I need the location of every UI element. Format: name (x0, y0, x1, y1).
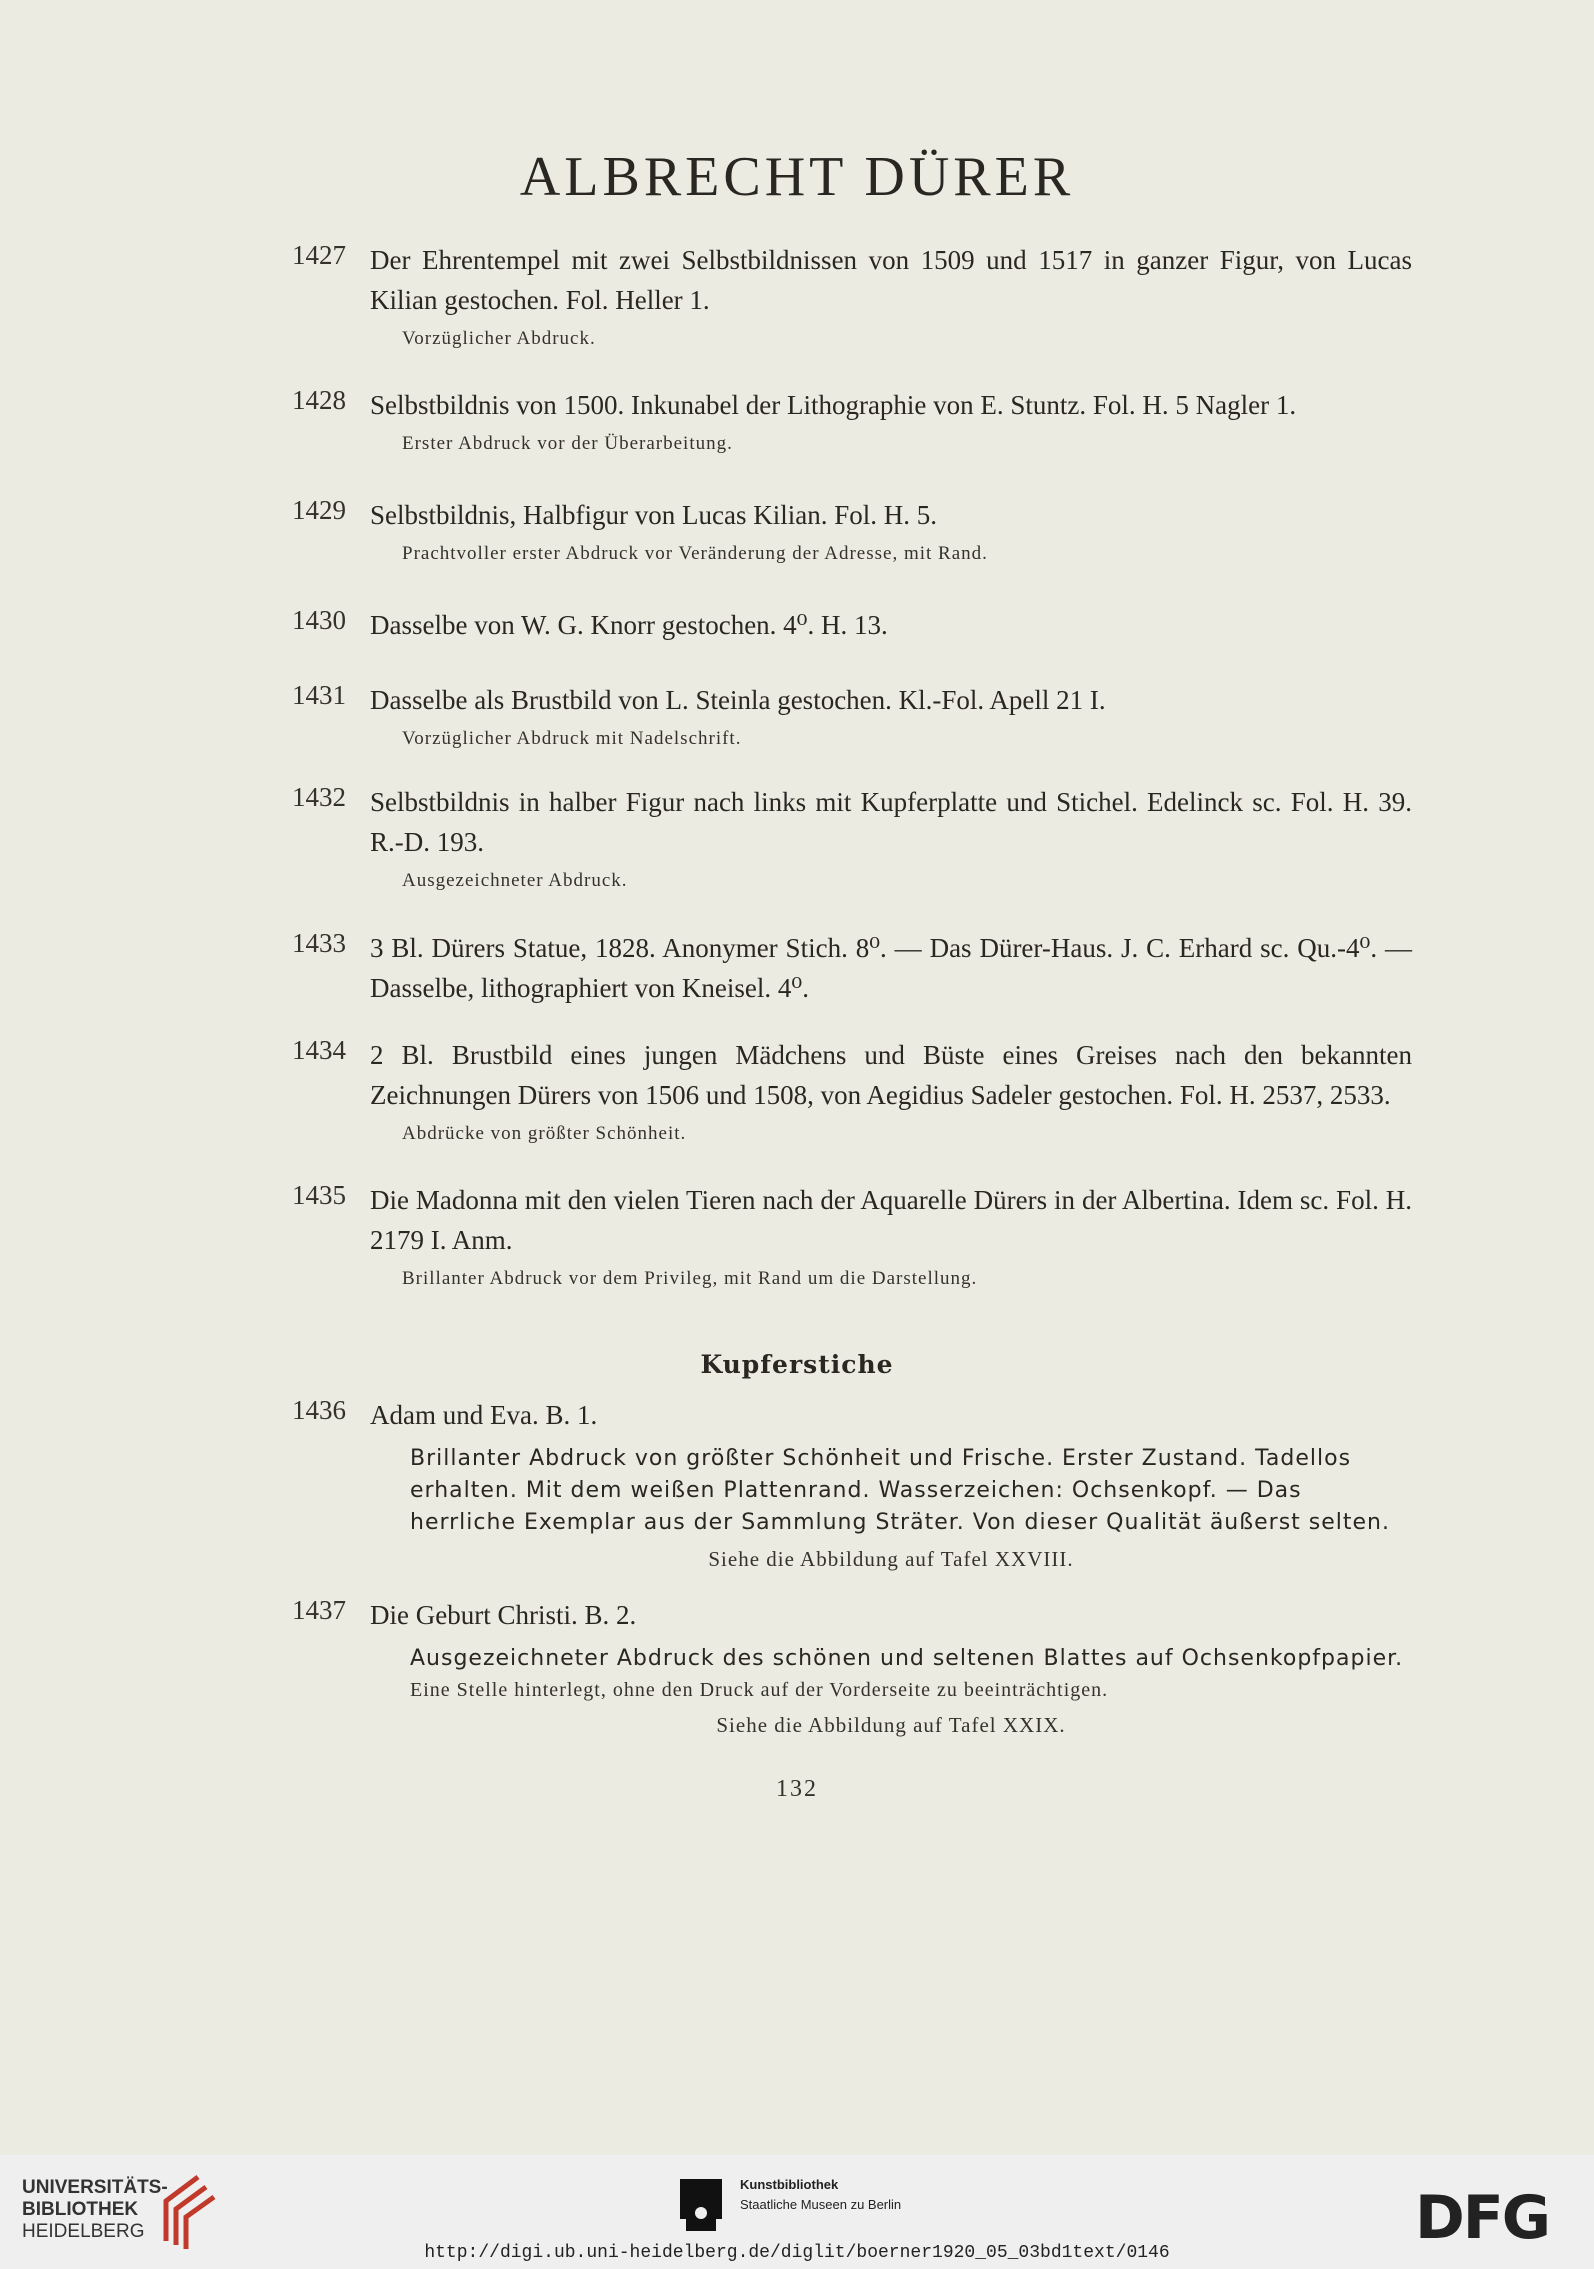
entry-number: 1432 (292, 782, 346, 812)
entry-number: 1437 (292, 1595, 346, 1625)
section-heading: Kupferstiche (700, 1350, 894, 1379)
plate-reference: Siehe die Abbildung auf Tafel XXVIII. (708, 1547, 1074, 1571)
entry-text: Adam und Eva. B. 1. (370, 1400, 598, 1430)
entry-number: 1427 (292, 240, 346, 270)
entry-text: Dasselbe von W. G. Knorr gestochen. 4⁰. H. 13. (370, 610, 888, 640)
entry-note: Erster Abdruck vor der Überarbeitung. (402, 433, 733, 454)
catalog-entry-1430 (292, 605, 1412, 645)
page-title: ALBRECHT DÜRER (519, 146, 1075, 208)
ub-line-2: BIBLIOTHEK (22, 2199, 139, 2220)
document-url[interactable]: http://digi.ub.uni-heidelberg.de/diglit/boerner1920_05_03bd1text/0146 (424, 2243, 1170, 2263)
catalog-entry-1436 (292, 1395, 1412, 1575)
entry-text: Dasselbe als Brustbild von L. Steinla gestochen. Kl.-Fol. Apell 21 I. (370, 685, 1106, 715)
entry-number: 1434 (292, 1035, 346, 1065)
entry-note: Ausgezeichneter Abdruck. (402, 870, 628, 891)
catalog-entry-1432 (292, 782, 1412, 896)
entry-text: 3 Bl. Dürers Statue, 1828. Anonymer Stich. 8⁰. — Das Dürer-Haus. J. C. Erhard sc. Qu.-4⁰. — Dasselbe, lithographiert von Kneisel. 4⁰. (370, 933, 1412, 1003)
entry-note: Abdrücke von größter Schönheit. (402, 1123, 687, 1144)
viewer-footer (0, 2155, 1594, 2269)
plate-reference: Siehe die Abbildung auf Tafel XXIX. (716, 1713, 1066, 1737)
entry-number: 1436 (292, 1395, 346, 1425)
kb-line-1: Kunstbibliothek (740, 2177, 839, 2192)
entry-number: 1429 (292, 495, 346, 525)
catalog-entry-1428 (292, 385, 1412, 459)
entry-note: Brillanter Abdruck vor dem Privileg, mit Rand um die Darstellung. (402, 1268, 978, 1289)
entry-text: Der Ehrentempel mit zwei Selbstbildnissen von 1509 und 1517 in ganzer Figur, von Lucas Kilian gestochen. Fol. Heller 1. (370, 245, 1412, 315)
entry-text: Die Geburt Christi. B. 2. (370, 1600, 637, 1630)
page-number: 132 (776, 1776, 818, 1802)
entry-text: Selbstbildnis von 1500. Inkunabel der Lithographie von E. Stuntz. Fol. H. 5 Nagler 1. (370, 390, 1297, 420)
kunstbibliothek-logo-icon (680, 2179, 722, 2237)
ub-line-1: UNIVERSITÄTS- (22, 2177, 168, 2198)
dfg-logo[interactable]: DFG (1415, 2183, 1550, 2253)
entry-number: 1433 (292, 928, 346, 958)
entry-number: 1431 (292, 680, 346, 710)
entry-text: Die Madonna mit den vielen Tieren nach der Aquarelle Dürers in der Albertina. Idem sc. Fol. H. 2179 I. Anm. (370, 1185, 1412, 1255)
entry-note: Vorzüglicher Abdruck mit Nadelschrift. (402, 728, 742, 749)
ub-line-3: HEIDELBERG (22, 2221, 145, 2242)
catalog-entry-1427 (292, 240, 1412, 354)
entry-text: 2 Bl. Brustbild eines jungen Mädchens und Büste eines Greises nach den bekannten Zeichnungen Dürers von 1506 und 1508, von Aegidius Sadeler gestochen. Fol. H. 2537, 2533. (370, 1040, 1412, 1110)
entry-text: Selbstbildnis in halber Figur nach links mit Kupferplatte und Stichel. Edelinck sc. Fol. H. 39. R.-D. 193. (370, 787, 1412, 857)
entry-note: Eine Stelle hinterlegt, ohne den Druck auf der Vorderseite zu beeinträchtigen. (410, 1679, 1109, 1701)
kb-line-2: Staatliche Museen zu Berlin (740, 2197, 902, 2212)
catalog-entry-1434 (292, 1035, 1412, 1149)
university-library-label[interactable] (22, 2177, 168, 2243)
entry-note: Vorzüglicher Abdruck. (402, 328, 596, 349)
entry-description: Ausgezeichneter Abdruck des schönen und seltenen Blattes auf Ochsenkopfpapier. (410, 1646, 1404, 1671)
entry-number: 1428 (292, 385, 346, 415)
catalog-entry-1431 (292, 680, 1412, 754)
catalog-entry-1435 (292, 1180, 1412, 1294)
catalog-entry-1437 (292, 1595, 1412, 1741)
catalog-entry-1429 (292, 495, 1412, 569)
university-logo-icon[interactable] (158, 2171, 218, 2251)
entry-number: 1430 (292, 605, 346, 635)
catalog-entry-1433 (292, 928, 1412, 1008)
entry-text: Selbstbildnis, Halbfigur von Lucas Kilian. Fol. H. 5. (370, 500, 937, 530)
entry-note: Prachtvoller erster Abdruck vor Veränderung der Adresse, mit Rand. (402, 543, 988, 564)
entry-number: 1435 (292, 1180, 346, 1210)
entry-description: Brillanter Abdruck von größter Schönheit und Frische. Erster Zustand. Tadellos erhalten. Mit dem weißen Plattenrand. Wasserzeichen: Ochsenkopf. — Das herrliche Exemplar aus der Sammlung Sträter. Von dieser Qualität äußerst selten. (410, 1446, 1390, 1535)
